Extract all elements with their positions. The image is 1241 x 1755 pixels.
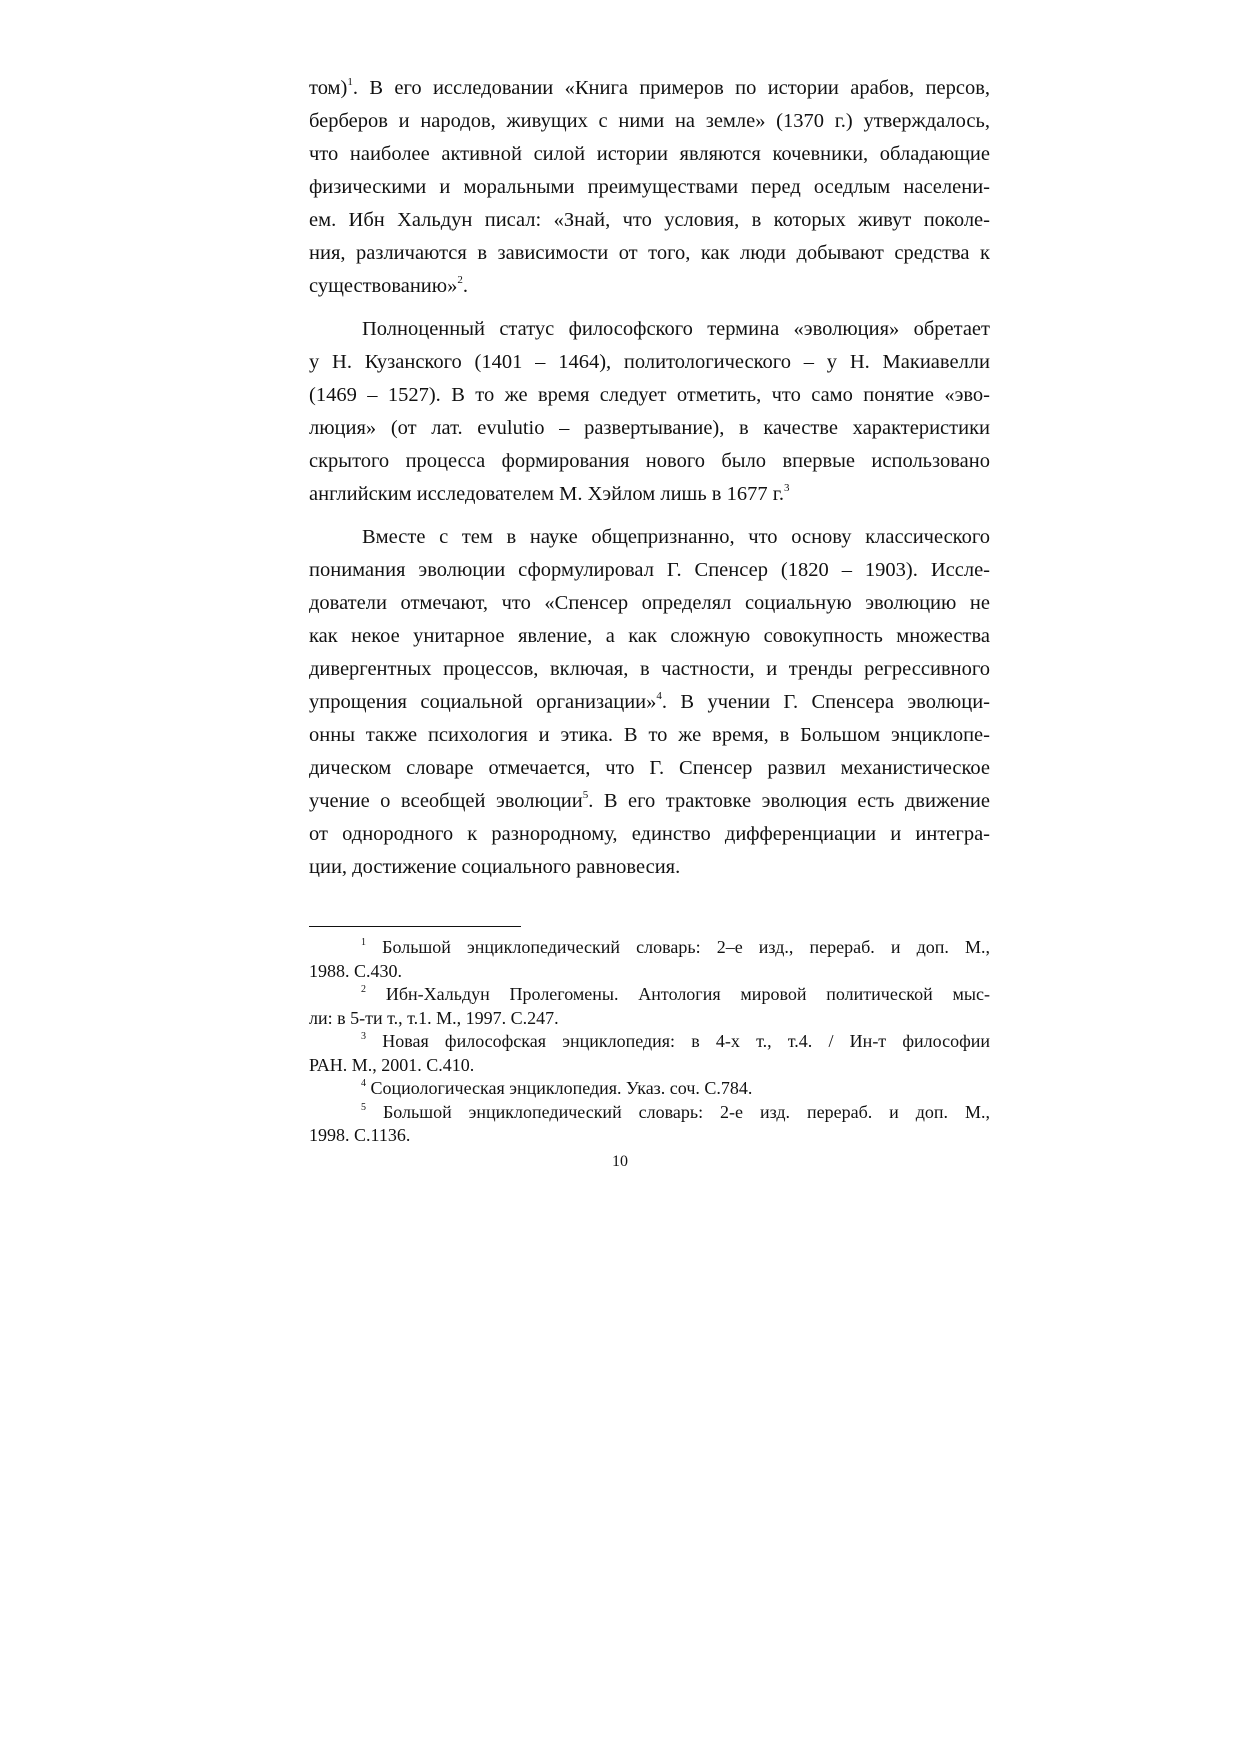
footnote-3	[309, 1030, 990, 1077]
text-line: ем. Ибн Хальдун писал: «Знай, что условия, в которых живут поколе-	[309, 209, 990, 231]
footnote-text: Новая философская энциклопедия: в 4-х т., т.4. / Ин-т философии	[382, 1031, 991, 1051]
page-number: 10	[612, 1153, 628, 1170]
footnote-number: 1	[361, 937, 366, 948]
footnote-ref: 1	[347, 76, 353, 88]
footnote-number: 4	[361, 1078, 366, 1089]
text-line: дивергентных процессов, включая, в частности, и тренды регрессивного	[309, 658, 990, 680]
text-line: понимания эволюции сформулировал Г. Спенсер (1820 – 1903). Иссле-	[309, 559, 990, 581]
footnote-1	[309, 936, 990, 983]
footnote-number: 5	[361, 1101, 366, 1113]
text-line: что наиболее активной силой истории являются кочевники, обладающие	[309, 143, 990, 165]
footnote-ref: 5	[582, 789, 589, 801]
footnote-ref: 4	[656, 690, 662, 702]
footnote-number: 2	[361, 984, 366, 995]
footnote-text: Ибн-Хальдун Пролегомены. Антология мировой политической мыс-	[385, 984, 991, 1004]
text-line: у Н. Кузанского (1401 – 1464), политологического – у Н. Макиавелли	[309, 351, 990, 373]
paragraph-3	[309, 521, 990, 884]
text-line: Полноценный статус философского термина «эволюция» обретает	[362, 318, 990, 340]
paragraph-1	[309, 72, 990, 303]
footnote-text: Большой энциклопедический словарь: 2-е изд. перераб. и доп. М.,	[382, 1101, 991, 1122]
text-line: учение о всеобщей эволюции$^5$. В его трактовке эволюция есть движение	[309, 789, 990, 812]
paragraph-2	[309, 313, 990, 511]
body-text	[309, 72, 990, 884]
footnote-text: 1988. С.430.	[309, 960, 403, 981]
text-line: люция» (от лат. evulutio – развертывание), в качестве характеристики	[309, 417, 990, 439]
text-line: (1469 – 1527). В то же время следует отметить, что само понятие «эво-	[309, 384, 990, 406]
text-line: как некое унитарное явление, а как сложную совокупность множества	[309, 625, 990, 647]
text-line: физическими и моральными преимуществами перед оседлым населени-	[309, 176, 990, 198]
footnote-text: Социологическая энциклопедия. Указ. соч. С.784.	[370, 1078, 753, 1098]
text-line: существованию»$^2$.	[309, 274, 468, 297]
footnotes	[309, 936, 990, 1148]
text-line: онны также психология и этика. В то же время, в Большом энциклопе-	[309, 724, 990, 746]
footnote-4	[309, 1077, 990, 1101]
footnote-text: Большой энциклопедический словарь: 2–е изд., перераб. и доп. М.,	[382, 937, 991, 957]
footnote-ref: 2	[457, 274, 463, 286]
text-line: берберов и народов, живущих с ними на земле» (1370 г.) утверждалось,	[309, 110, 990, 132]
footnote-number: 3	[361, 1031, 366, 1042]
text-line: упрощения социальной организации»$^4$. В учении Г. Спенсера эволюци-	[309, 690, 991, 713]
text-line: ции, достижение социального равновесия.	[309, 856, 681, 878]
footnote-ref: 3	[783, 482, 790, 494]
text-line: дическом словаре отмечается, что Г. Спенсер развил механистическое	[309, 757, 990, 779]
footnote-2	[309, 983, 990, 1030]
footnote-text: ли: в 5-ти т., т.1. М., 1997. С.247.	[309, 1007, 559, 1028]
footnote-5	[309, 1101, 990, 1148]
footnote-text: РАН. М., 2001. С.410.	[309, 1054, 475, 1075]
text-line: том)$^1$. В его исследовании «Книга примеров по истории арабов, персов,	[309, 76, 990, 99]
text-line: Вместе с тем в науке общепризнанно, что основу классического	[362, 526, 990, 548]
footnote-text: 1998. С.1136.	[309, 1125, 411, 1145]
text-line: дователи отмечают, что «Спенсер определял социальную эволюцию не	[309, 592, 990, 614]
text-line: скрытого процесса формирования нового было впервые использовано	[309, 450, 990, 472]
text-line: английским исследователем М. Хэйлом лишь в 1677 г.$^3$	[309, 482, 790, 505]
text-line: от однородного к разнородному, единство дифференциации и интегра-	[309, 823, 990, 845]
text-line: ния, различаются в зависимости от того, как люди добывают средства к	[309, 242, 990, 264]
footnote-separator	[309, 926, 521, 927]
